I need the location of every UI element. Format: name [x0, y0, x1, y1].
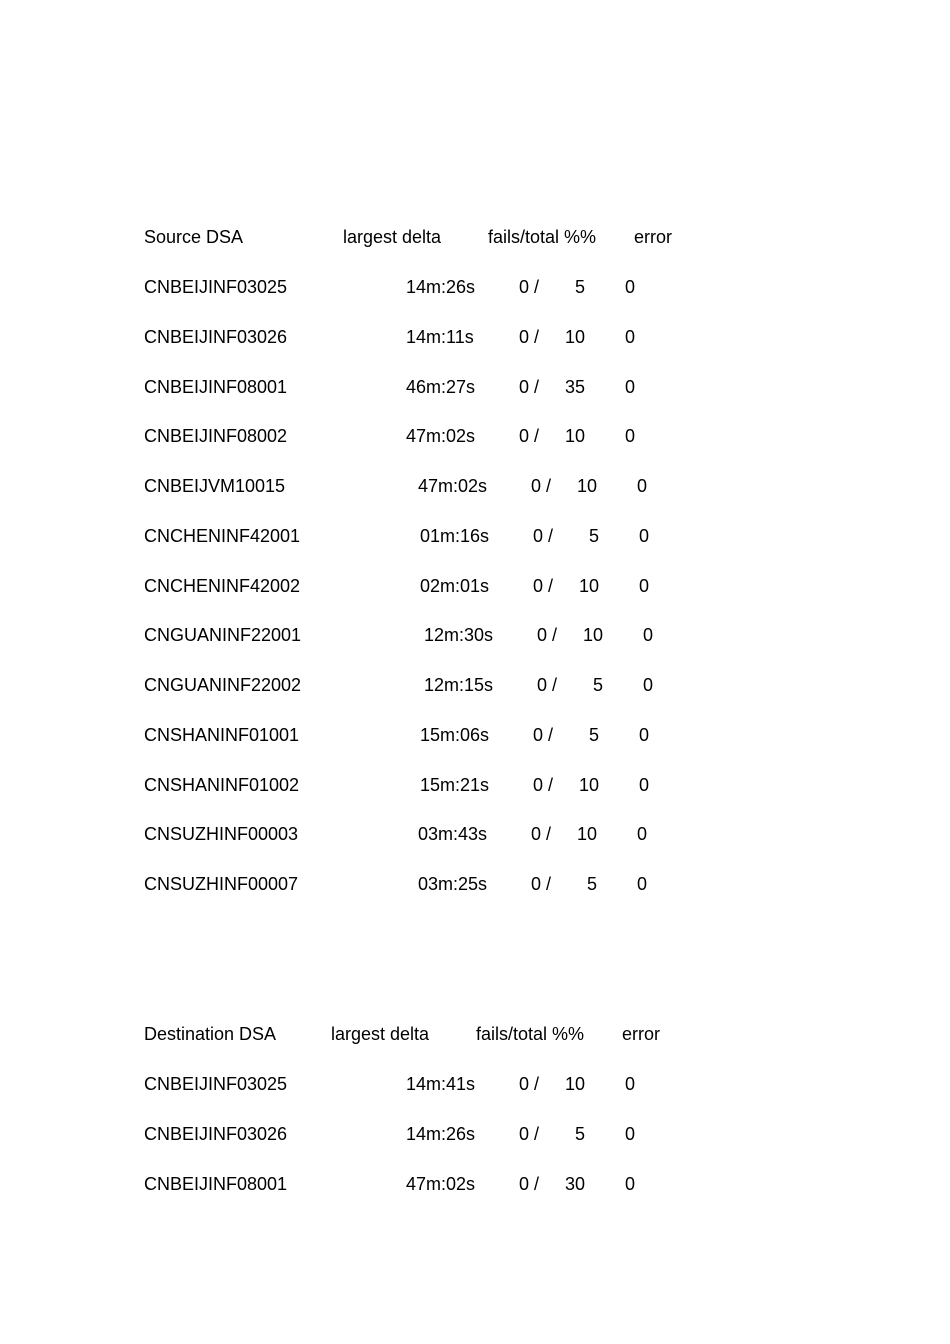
dsa-name: CNGUANINF22001 — [144, 625, 302, 646]
total-value: 5 — [588, 724, 599, 745]
error-value: 0 — [625, 376, 636, 397]
dsa-name: CNBEIJINF08002 — [144, 426, 288, 447]
error-value: 0 — [643, 625, 654, 646]
error-value: 0 — [639, 525, 650, 546]
fails-value: 0 / — [519, 1074, 540, 1094]
dsa-name: CNSUZHINF00007 — [144, 874, 299, 894]
dsa-name: CNCHENINF42001 — [144, 525, 301, 546]
error-value: 0 — [637, 476, 648, 496]
fails-value: 0 / — [519, 376, 540, 397]
fails-value: 0 / — [519, 277, 540, 297]
total-value: 35 — [564, 376, 585, 397]
source-header-delta: largest delta — [343, 227, 442, 247]
dsa-name: CNCHENINF42002 — [144, 575, 301, 596]
total-value: 10 — [576, 824, 597, 845]
source-header — [0, 225, 673, 249]
total-value: 10 — [576, 476, 597, 496]
largest-delta: 15m:21s — [420, 774, 490, 795]
dsa-name: CNBEIJINF03026 — [144, 1123, 288, 1144]
error-value: 0 — [625, 426, 636, 447]
error-value: 0 — [639, 774, 650, 795]
total-value: 5 — [574, 1123, 585, 1144]
largest-delta: 03m:43s — [418, 824, 488, 845]
largest-delta: 14m:11s — [406, 326, 474, 347]
largest-delta: 03m:25s — [418, 874, 488, 894]
fails-value: 0 / — [533, 774, 554, 795]
fails-value: 0 / — [531, 874, 552, 894]
source-header-error: error — [634, 227, 673, 247]
largest-delta: 14m:26s — [406, 1123, 476, 1144]
fails-value: 0 / — [531, 824, 552, 845]
error-value: 0 — [643, 675, 654, 695]
largest-delta: 14m:41s — [406, 1074, 476, 1094]
destination-header-fails-total: fails/total %% — [476, 1024, 585, 1044]
destination-header-delta: largest delta — [331, 1024, 430, 1044]
largest-delta: 12m:15s — [424, 675, 494, 695]
total-value: 10 — [578, 774, 599, 795]
fails-value: 0 / — [519, 426, 540, 447]
error-value: 0 — [625, 326, 636, 347]
total-value: 10 — [564, 426, 585, 447]
largest-delta: 46m:27s — [406, 376, 476, 397]
largest-delta: 14m:26s — [406, 277, 476, 297]
dsa-name: CNBEIJINF03026 — [144, 326, 288, 347]
fails-value: 0 / — [537, 675, 558, 695]
source-header-fails-total: fails/total %% — [488, 227, 597, 247]
fails-value: 0 / — [533, 575, 554, 596]
destination-header-error: error — [622, 1024, 661, 1044]
error-value: 0 — [639, 575, 650, 596]
largest-delta: 02m:01s — [420, 575, 490, 596]
dsa-name: CNSHANINF01002 — [144, 774, 300, 795]
dsa-name: CNBEIJVM10015 — [144, 476, 286, 496]
total-value: 5 — [588, 525, 599, 546]
total-value: 10 — [564, 1074, 585, 1094]
dsa-name: CNSHANINF01001 — [144, 724, 300, 745]
total-value: 10 — [582, 625, 603, 646]
total-value: 10 — [578, 575, 599, 596]
error-value: 0 — [625, 1074, 636, 1094]
total-value: 30 — [564, 1173, 585, 1194]
fails-value: 0 / — [531, 476, 552, 496]
error-value: 0 — [625, 277, 636, 297]
dsa-name: CNBEIJINF03025 — [144, 1074, 288, 1094]
fails-value: 0 / — [519, 326, 540, 347]
largest-delta: 01m:16s — [420, 525, 490, 546]
source-header-dsa: Source DSA — [144, 227, 244, 247]
total-value: 5 — [586, 874, 597, 894]
dsa-name: CNBEIJINF03025 — [144, 277, 288, 297]
fails-value: 0 / — [533, 525, 554, 546]
dsa-name: CNBEIJINF08001 — [144, 376, 288, 397]
error-value: 0 — [625, 1173, 636, 1194]
total-value: 10 — [564, 326, 585, 347]
largest-delta: 47m:02s — [406, 426, 476, 447]
largest-delta: 47m:02s — [406, 1173, 476, 1194]
fails-value: 0 / — [537, 625, 558, 646]
dsa-name: CNSUZHINF00003 — [144, 824, 299, 845]
fails-value: 0 / — [533, 724, 554, 745]
dsa-name: CNGUANINF22002 — [144, 675, 302, 695]
error-value: 0 — [639, 724, 650, 745]
largest-delta: 47m:02s — [418, 476, 488, 496]
destination-header-dsa: Destination DSA — [144, 1024, 277, 1044]
total-value: 5 — [592, 675, 603, 695]
total-value: 5 — [574, 277, 585, 297]
error-value: 0 — [637, 824, 648, 845]
error-value: 0 — [637, 874, 648, 894]
largest-delta: 15m:06s — [420, 724, 490, 745]
largest-delta: 12m:30s — [424, 625, 494, 646]
fails-value: 0 / — [519, 1123, 540, 1144]
error-value: 0 — [625, 1123, 636, 1144]
fails-value: 0 / — [519, 1173, 540, 1194]
destination-header — [0, 1022, 661, 1046]
dsa-name: CNBEIJINF08001 — [144, 1173, 288, 1194]
